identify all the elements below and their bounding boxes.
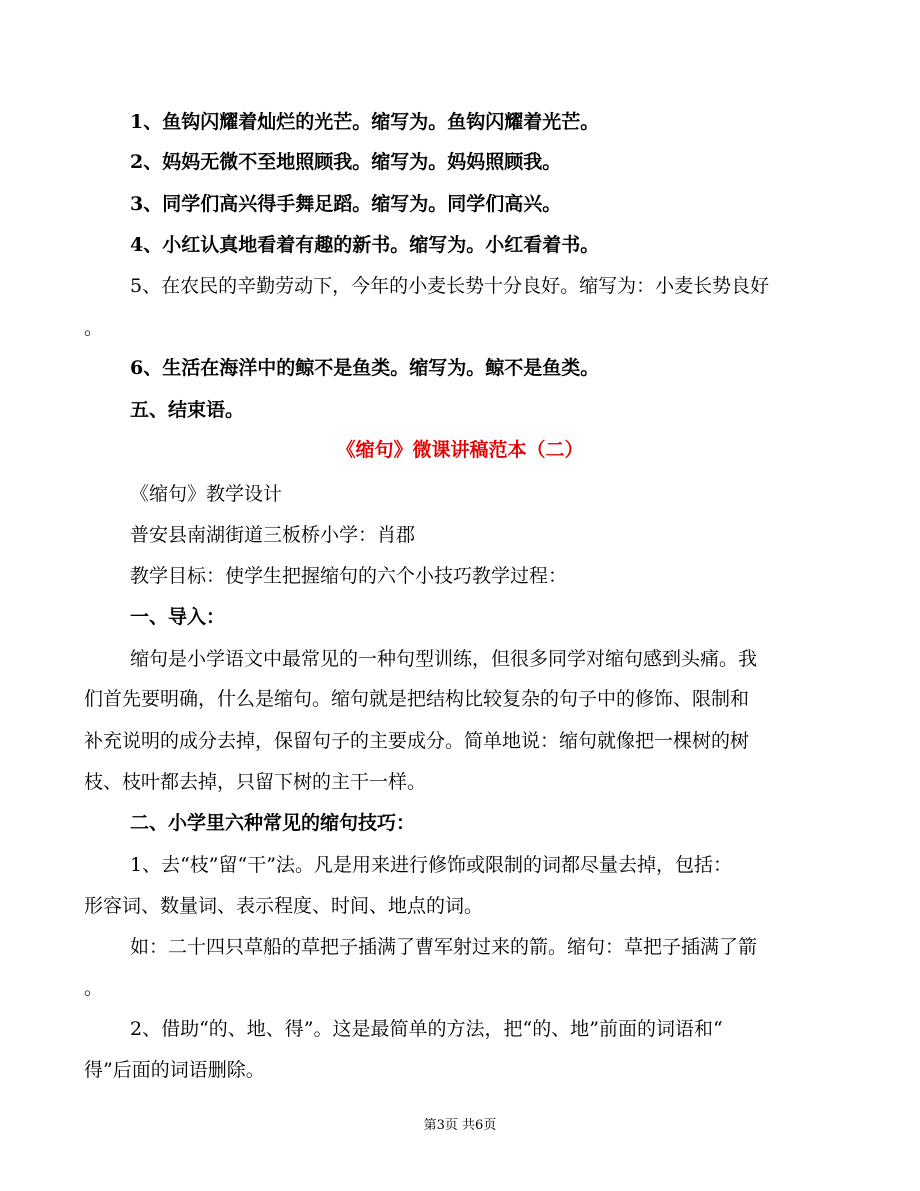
paragraph-line: 枝、枝叶都去掉，只留下树的主干一样。 (84, 771, 427, 793)
teaching-goal: 教学目标：使学生把握缩句的六个小技巧教学过程： (130, 565, 568, 587)
intro-heading: 一、导入： (130, 606, 226, 628)
design-heading: 《缩句》教学设计 (130, 483, 283, 505)
example-line-4: 4、小红认真地看着有趣的新书。缩写为。小红看着书。 (130, 234, 600, 256)
paragraph-line: 1、去“枝”留“干”法。凡是用来进行修饰或限制的词都尽量去掉，包括： (130, 854, 732, 876)
paragraph-line: 们首先要明确，什么是缩句。缩句就是把结构比较复杂的句子中的修饰、限制和 (84, 688, 750, 710)
paragraph-line: 缩句是小学语文中最常见的一种句型训练，但很多同学对缩句感到头痛。我 (130, 648, 758, 670)
example-line-6: 6、生活在海洋中的鲸不是鱼类。缩写为。鲸不是鱼类。 (130, 357, 600, 379)
page-number: 第3页 共6页 (423, 1118, 497, 1133)
paragraph-line: 2、借助“的、地、得”。这是最简单的方法，把“的、地”前面的词语和“ (130, 1018, 723, 1040)
paragraph-line: 得”后面的词语删除。 (84, 1059, 265, 1081)
paragraph-line: 形容词、数量词、表示程度、时间、地点的词。 (84, 895, 484, 917)
example-line-3: 3、同学们高兴得手舞足蹈。缩写为。同学们高兴。 (130, 193, 562, 215)
example-line-5-cont: 。 (84, 317, 104, 339)
example-line-5: 5、在农民的辛勤劳动下，今年的小麦长势十分良好。缩写为：小麦长势良好 (130, 275, 770, 297)
author-line: 普安县南湖街道三板桥小学：肖郡 (130, 524, 416, 546)
example-line-1: 1、鱼钩闪耀着灿烂的光芒。缩写为。鱼钩闪耀着光芒。 (130, 111, 600, 133)
section-title: 《缩句》微课讲稿范本（二） (336, 439, 584, 461)
paragraph-line: 。 (84, 977, 104, 999)
example-line-2: 2、妈妈无微不至地照顾我。缩写为。妈妈照顾我。 (130, 151, 562, 173)
paragraph-line: 如：二十四只草船的草把子插满了曹军射过来的箭。缩句：草把子插满了箭 (130, 936, 758, 958)
section-conclusion: 五、结束语。 (130, 399, 245, 421)
paragraph-line: 补充说明的成分去掉，保留句子的主要成分。简单地说：缩句就像把一棵树的树 (84, 730, 750, 752)
techniques-heading: 二、小学里六种常见的缩句技巧： (130, 812, 416, 834)
